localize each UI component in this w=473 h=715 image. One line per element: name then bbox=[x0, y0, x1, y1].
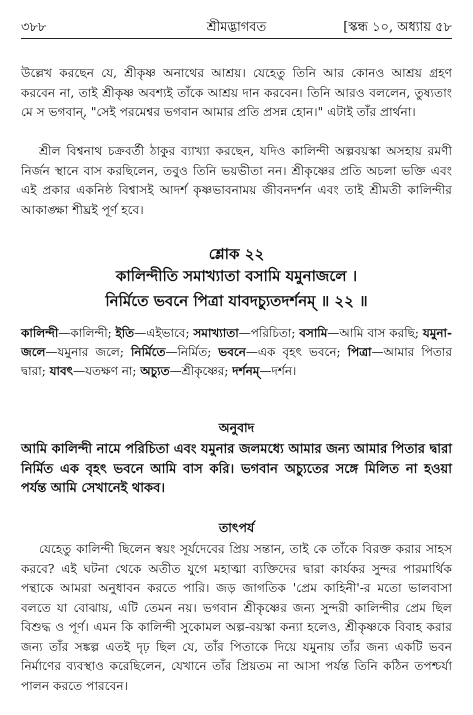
synonym-meaning: —এক বৃহৎ ভবনে; bbox=[245, 345, 348, 359]
purport-text: যেহেতু কালিন্দী ছিলেন স্বয়ং সূর্যদেবের প্রিয় সন্তান, তাই কে তাঁকে বিরক্ত করার সাহস করবে? এই ঘটনা থেকে অতীত যুগে মহাত্মা ব্যক্তিদের দ্বারা কার্যকর সুন্দর পারমার্থিক পন্থাকে আমরা অনুধাবন করতে পারি। জড় জাগতিক 'প্রেম কাহিনী'-র মতো ভালবাসা বলতে যা বোঝায়, এটি তেমন নয়। ভগবান শ্রীকৃষ্ণের জন্য সুন্দরী কালিন্দীর প্রেম ছিল বিশুদ্ধ ও পূর্ণ। এমন কি কালিন্দী সুকোমল অল্প-বয়স্কা কন্যা হলেও, শ্রীকৃষ্ণকে বিবাহ করার জন্য তাঁর সঙ্কল্প এতই দৃঢ় ছিল যে, তাঁর পিতাকে দিয়ে যমুনায় তাঁর জন্য একটি ভবন নির্মাণের ব্যবস্থাও করেছিলেন, যেখানে তাঁর প্রিয়তম না আসা পর্যন্ত তিনি কঠিন তপশ্চর্যা পালন করতে পারবেন। bbox=[21, 542, 452, 693]
synonym-term: নির্মিতে bbox=[130, 345, 166, 359]
synonym-meaning: —আমি বাস করছি; bbox=[327, 326, 423, 340]
word-synonyms bbox=[21, 324, 452, 381]
synonym-term: ইতি bbox=[115, 326, 135, 340]
synonym-term: সমাখ্যাতা bbox=[193, 326, 239, 340]
synonym-term: বসামি bbox=[299, 326, 328, 340]
synonym-meaning: —দর্শন। bbox=[259, 364, 297, 378]
translation-text: আমি কালিন্দী নামে পরিচিতা এবং যমুনার জলমধ্যে আমার জন্য আমার পিতার দ্বারা নির্মিত এক বৃহৎ ভবনে আমি বাস করি। ভগবান অচ্যুতের সঙ্গে মিলিত না হওয়া পর্যন্ত আমি সেখানেই থাকব। bbox=[21, 442, 452, 496]
page-header bbox=[21, 18, 452, 44]
purport-title: তাৎপর্য bbox=[218, 520, 255, 535]
synonym-term: পিত্রা bbox=[347, 345, 372, 359]
synonym-meaning: —কালিন্দী; bbox=[58, 326, 116, 340]
verse-line-1: কালিন্দীতি সমাখ্যাতা বসামি যমুনাজলে । bbox=[115, 267, 358, 285]
synonym-term: অচ্যুত bbox=[140, 364, 170, 378]
synonym-term: যমুনা-জলে bbox=[21, 326, 453, 359]
section-label: [স্কন্ধ ১০, অধ্যায় ৫৮ bbox=[343, 20, 452, 35]
synonym-meaning: —নির্মিত; bbox=[165, 345, 219, 359]
synonym-term: ভবনে bbox=[218, 345, 246, 359]
header-rule bbox=[21, 38, 452, 39]
translation-title: অনুবাদ bbox=[218, 420, 255, 435]
synonym-term: যাবৎ bbox=[49, 364, 74, 378]
page-number: ৩৮৮ bbox=[21, 20, 47, 35]
book-page bbox=[21, 0, 452, 715]
paragraph-2: শ্রীল বিশ্বনাথ চক্রবর্তী ঠাকুর ব্যাখ্যা করছেন, যদিও কালিন্দী অল্পবয়স্কা অসহায় রমণী নির্জন স্থানে বাস করছিলেন, তবুও তিনি ভয়ভীতা নন। শ্রীকৃষ্ণের প্রতি অচলা ভক্তি এবং এই প্রকার একনিষ্ঠ বিশ্বাসই আদর্শ কৃষ্ণভাবনাময় জীবনদর্শন এবং তাই শ্রীমতী কালিন্দীর আকাঙ্ক্ষা শীঘ্রই পূর্ণ হবে। bbox=[21, 144, 452, 217]
synonym-meaning: —আমার পিতার দ্বারা; bbox=[21, 345, 452, 378]
synonym-meaning: —যতক্ষণ না; bbox=[73, 364, 141, 378]
synonym-term: কালিন্দী bbox=[21, 326, 59, 340]
paragraph-1: উল্লেখ করছেন যে, শ্রীকৃষ্ণ অনাথের আশ্রয়। যেহেতু তিনি আর কোনও আশ্রয় গ্রহণ করবেন না, তাই শ্রীকৃষ্ণ অবশ্যই তাঁকে আশ্রয় দান করবেন। তিনি আরও বললেন, তুষ্যতাং মে স ভগবান্, "সেই পরমেশ্বর ভগবান আমার প্রতি প্রসন্ন হোন।" এটাই তাঁর প্রার্থনা। bbox=[21, 66, 452, 119]
synonym-term: দর্শনম্ bbox=[232, 364, 260, 378]
verse-line-2: নির্মিতে ভবনে পিত্রা যাবদচ্যুতদর্শনম্ ॥ ২২ ॥ bbox=[105, 292, 368, 310]
synonym-meaning: —এইভাবে; bbox=[134, 326, 194, 340]
synonym-meaning: —শ্রীকৃষ্ণের; bbox=[169, 364, 233, 378]
synonym-meaning: —পরিচিতা; bbox=[238, 326, 300, 340]
verse-heading: শ্লোক ২২ bbox=[208, 245, 265, 263]
synonym-meaning: —যমুনার জলে; bbox=[45, 345, 131, 359]
book-title: শ্রীমদ্ভাগবত bbox=[206, 20, 267, 35]
